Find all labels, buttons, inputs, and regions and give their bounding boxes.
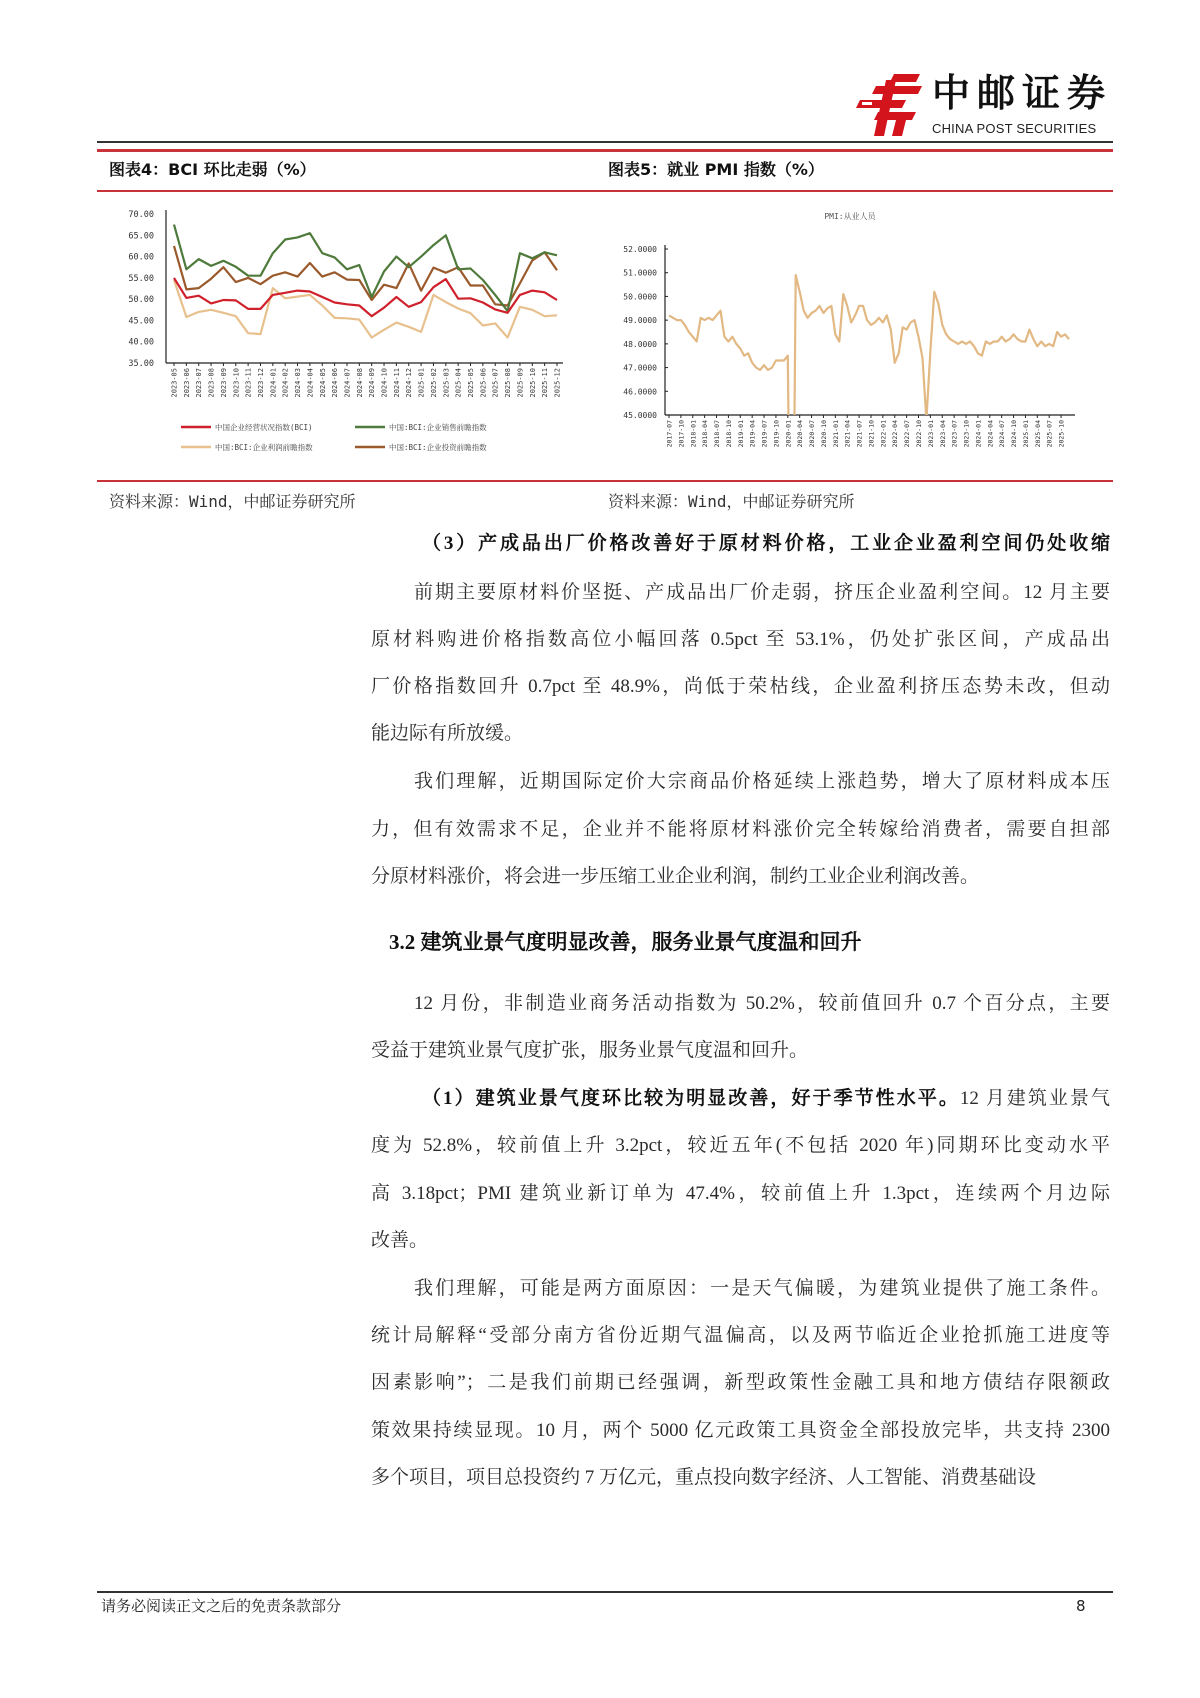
x-tick-label: 2024-01 (269, 368, 278, 398)
x-tick-label: 2022-10 (915, 420, 924, 448)
footer-divider (97, 1591, 1113, 1593)
x-tick-label: 2025-10 (1057, 420, 1066, 448)
x-tick-label: 2025-01 (417, 368, 426, 398)
paragraph-line: 前期主要原材料价坚挺、产成品出厂价走弱，挤压企业盈利空间。12 月主要 (414, 582, 1110, 603)
figure-5-title: 图表5：就业 PMI 指数（%） (608, 160, 824, 179)
y-tick-label: 50.00 (128, 295, 154, 306)
x-tick-label: 2025-07 (491, 368, 500, 398)
paragraph-line: 我们理解，近期国际定价大宗商品价格延续上涨趋势，增大了原材料成本压 (414, 771, 1110, 792)
x-tick-label: 2025-02 (429, 368, 438, 398)
x-tick-label: 2024-03 (294, 368, 303, 398)
x-tick-label: 2024-01 (974, 420, 983, 448)
paragraph-line: 统计局解释“受部分南方省份近期气温偏高，以及两节临近企业抢抓施工进度等 (371, 1325, 1110, 1346)
x-tick-label: 2024-08 (355, 368, 364, 398)
x-tick-label: 2025-11 (541, 368, 550, 398)
x-tick-label: 2024-02 (281, 368, 290, 398)
legend-label: 中国:BCI:企业投资前瞻指数 (389, 443, 487, 452)
x-tick-label: 2018-07 (713, 420, 722, 448)
x-tick-label: 2023-08 (207, 368, 216, 398)
y-tick-label: 65.00 (128, 231, 154, 242)
x-tick-label: 2024-12 (405, 368, 414, 398)
paragraph-line: 策效果持续显现。10 月，两个 5000 亿元政策工具资金全部投放完毕，共支持 2300 (371, 1420, 1110, 1441)
subsection-heading: （3）产成品出厂价格改善好于原材料价格，工业企业盈利空间仍处收缩 (422, 533, 1110, 554)
x-tick-label: 2025-04 (1033, 420, 1042, 448)
x-tick-label: 2025-08 (504, 368, 513, 398)
figure-4-source: 资料来源：Wind，中邮证券研究所 (109, 492, 356, 511)
employment-pmi-line-chart (600, 0, 1200, 480)
paragraph-line: 改善。 (371, 1230, 429, 1251)
paragraph-line: 原材料购进价格指数高位小幅回落 0.5pct 至 53.1%，仍处扩张区间，产成品出 (371, 629, 1110, 650)
x-tick-label: 2025-03 (442, 368, 451, 398)
series-line-2 (174, 225, 557, 312)
legend-label: 中国企业经营状况指数(BCI) (215, 423, 313, 432)
paragraph-line: 我们理解，可能是两方面原因：一是天气偏暖，为建筑业提供了施工条件。 (414, 1278, 1110, 1299)
paragraph-line: 厂价格指数回升 0.7pct 至 48.9%，尚低于荣枯线，企业盈利挤压态势未改，但动 (371, 676, 1110, 697)
x-tick-label: 2020-10 (819, 420, 828, 448)
x-tick-label: 2017-07 (665, 420, 674, 448)
x-tick-label: 2019-10 (772, 420, 781, 448)
x-tick-label: 2025-05 (467, 368, 476, 398)
x-tick-label: 2024-06 (331, 368, 340, 398)
paragraph-line: 高 3.18pct；PMI 建筑业新订单为 47.4%，较前值上升 1.3pct，连续两个月边际 (371, 1183, 1110, 1204)
x-tick-label: 2023-09 (219, 368, 228, 398)
x-tick-label: 2024-04 (306, 368, 315, 398)
y-tick-label: 60.00 (128, 252, 154, 263)
paragraph-line: 分原材料涨价，将会进一步压缩工业企业利润，制约工业企业利润改善。 (371, 866, 980, 887)
x-tick-label: 2023-01 (926, 420, 935, 448)
x-tick-label: 2018-01 (689, 420, 698, 448)
y-tick-label: 45.0000 (623, 411, 657, 420)
y-tick-label: 45.00 (128, 316, 154, 327)
x-tick-label: 2023-12 (256, 368, 265, 398)
x-tick-label: 2024-04 (986, 420, 995, 448)
x-tick-label: 2024-11 (392, 368, 401, 398)
x-tick-label: 2022-04 (891, 420, 900, 448)
x-tick-label: 2025-09 (516, 368, 525, 398)
x-tick-label: 2025-04 (454, 368, 463, 398)
x-tick-label: 2023-06 (182, 368, 191, 398)
x-tick-label: 2023-11 (244, 368, 253, 398)
page-number: 8 (1076, 1597, 1086, 1615)
series-line-pmi-employment (669, 275, 1069, 480)
x-tick-label: 2024-09 (368, 368, 377, 398)
paragraph-line: 多个项目，项目总投资约 7 万亿元，重点投向数字经济、人工智能、消费基础设 (371, 1467, 1037, 1488)
x-tick-label: 2020-04 (796, 420, 805, 448)
x-tick-label: 2024-10 (1010, 420, 1019, 448)
paragraph-line: 受益于建筑业景气度扩张，服务业景气度温和回升。 (371, 1040, 809, 1061)
paragraph-line: 力，但有效需求不足，企业并不能将原材料涨价完全转嫁给消费者，需要自担部 (371, 819, 1110, 840)
y-tick-label: 40.00 (128, 337, 154, 348)
x-tick-label: 2025-07 (1045, 420, 1054, 448)
x-tick-label: 2023-07 (950, 420, 959, 448)
series-line-4 (174, 246, 557, 306)
paragraph-line (422, 1087, 1110, 1111)
x-tick-label: 2024-07 (998, 420, 1007, 448)
x-tick-label: 2023-10 (232, 368, 241, 398)
x-tick-label: 2018-10 (724, 420, 733, 448)
y-tick-label: 70.00 (128, 210, 154, 220)
x-tick-label: 2024-05 (318, 368, 327, 398)
x-tick-label: 2019-04 (748, 420, 757, 448)
x-tick-label: 2018-04 (701, 420, 710, 448)
x-tick-label: 2019-01 (736, 420, 745, 448)
x-tick-label: 2021-01 (831, 420, 840, 448)
x-tick-label: 2023-04 (938, 420, 947, 448)
x-tick-label: 2020-01 (784, 420, 793, 448)
x-tick-label: 2021-04 (843, 420, 852, 448)
x-tick-label: 2022-07 (903, 420, 912, 448)
paragraph-line: 度为 52.8%，较前值上升 3.2pct，较近五年(不包括 2020 年)同期环比变动水平 (371, 1135, 1110, 1156)
x-tick-label: 2025-01 (1021, 420, 1030, 448)
x-tick-label: 2017-10 (677, 420, 686, 448)
bci-line-chart (0, 0, 600, 480)
x-tick-label: 2024-10 (380, 368, 389, 398)
legend-label: 中国:BCI:企业利润前瞻指数 (215, 443, 313, 452)
logo-chinese-name: 中邮证券 (932, 71, 1113, 115)
x-tick-label: 2024-07 (343, 368, 352, 398)
x-tick-label: 2021-07 (855, 420, 864, 448)
section-heading: 3.2 建筑业景气度明显改善，服务业景气度温和回升 (389, 930, 862, 954)
y-tick-label: 50.0000 (623, 292, 657, 302)
y-tick-label: 46.0000 (623, 387, 657, 397)
legend-label: 中国:BCI:企业销售前瞻指数 (389, 423, 487, 432)
x-tick-label: 2025-12 (553, 368, 562, 398)
y-tick-label: 48.0000 (623, 339, 657, 349)
x-tick-label: 2019-07 (760, 420, 769, 448)
paragraph-text: 12 月建筑业景气 (959, 1088, 1110, 1109)
footer-disclaimer: 请务必阅读正文之后的免责条款部分 (101, 1597, 342, 1615)
logo-english-name: CHINA POST SECURITIES (932, 121, 1097, 136)
chart-title: PMI:从业人员 (824, 212, 876, 221)
paragraph-line: 12 月份，非制造业商务活动指数为 50.2%，较前值回升 0.7 个百分点，主要 (414, 993, 1110, 1014)
x-tick-label: 2025-06 (479, 368, 488, 398)
y-tick-label: 52.0000 (623, 245, 657, 254)
y-tick-label: 35.00 (128, 359, 154, 369)
x-tick-label: 2020-07 (808, 420, 817, 448)
x-tick-label: 2023-07 (195, 368, 204, 398)
figure-5-source: 资料来源：Wind，中邮证券研究所 (608, 492, 855, 511)
x-tick-label: 2023-10 (962, 420, 971, 448)
x-tick-label: 2025-10 (528, 368, 537, 398)
paragraph-lead-bold: （1）建筑业景气度环比较为明显改善，好于季节性水平。 (422, 1088, 960, 1109)
figure-bottom-divider (97, 480, 1113, 482)
x-tick-label: 2023-05 (170, 368, 179, 398)
x-tick-label: 2022-01 (879, 420, 888, 448)
paragraph-line: 能边际有所放缓。 (371, 723, 524, 744)
y-tick-label: 51.0000 (623, 268, 657, 278)
paragraph-line: 因素影响”；二是我们前期已经强调，新型政策性金融工具和地方债结存限额政 (371, 1372, 1110, 1393)
y-tick-label: 47.0000 (623, 363, 657, 373)
y-tick-label: 49.0000 (623, 316, 657, 326)
x-tick-label: 2021-10 (867, 420, 876, 448)
y-tick-label: 55.00 (128, 273, 154, 284)
figure-4-title: 图表4：BCI 环比走弱（%） (109, 160, 316, 179)
